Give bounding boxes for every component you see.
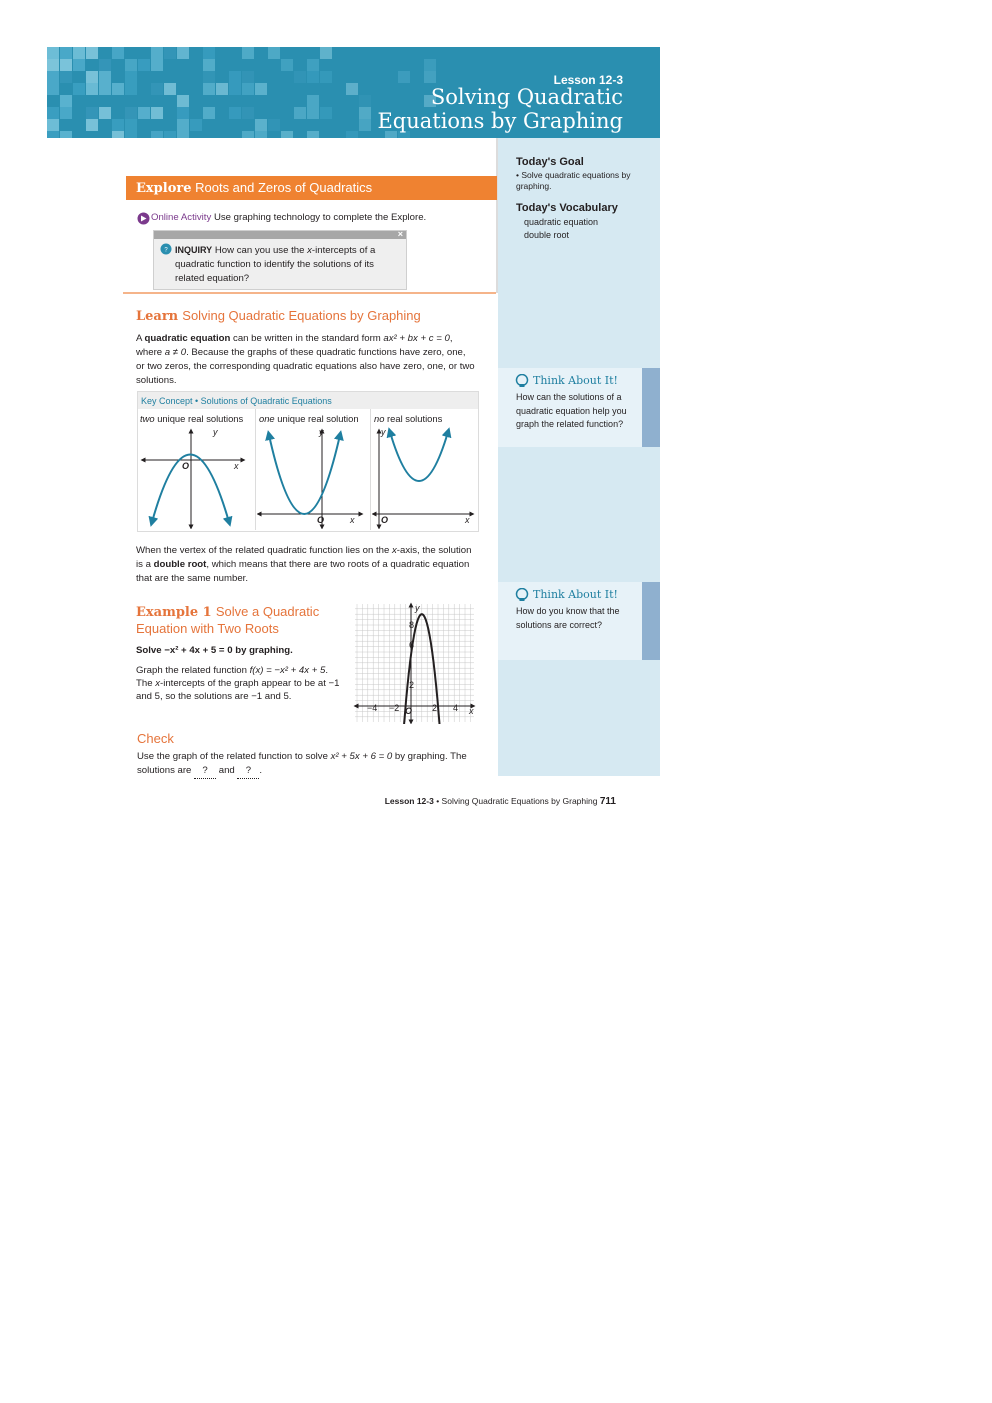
think-about-it-tab-2 <box>642 582 660 660</box>
banner-tile <box>73 83 85 95</box>
banner-tile <box>60 47 72 59</box>
banner-tile <box>99 71 111 83</box>
think-about-it-heading-2: Think About It! <box>533 588 618 601</box>
sidebar <box>498 138 660 776</box>
banner-tile <box>99 83 111 95</box>
banner-tile <box>60 107 72 119</box>
x-axis-label: x <box>465 515 470 525</box>
banner-tile <box>242 83 254 95</box>
inquiry-title-bar <box>154 231 406 239</box>
banner-tile <box>164 83 176 95</box>
banner-tile <box>242 131 254 138</box>
banner-tile <box>86 47 98 59</box>
banner-tile <box>203 47 215 59</box>
banner-tile <box>177 107 189 119</box>
banner-tile <box>320 47 332 59</box>
parabola-curve <box>269 435 340 514</box>
banner-tile <box>138 107 150 119</box>
x-tick-label: 4 <box>453 703 459 713</box>
learn-paragraph-2: When the vertex of the related quadratic function lies on the x-axis, the solution is a double root, which means that there are two roots of a quadratic equation that are the same number. <box>136 545 472 584</box>
todays-goal-item: • Solve quadratic equations by graphing. <box>516 170 631 191</box>
banner-tile <box>99 59 111 71</box>
y-axis-label: y <box>213 427 218 437</box>
banner-tile <box>73 59 85 71</box>
lesson-title-line-2: Equations by Graphing <box>377 109 623 133</box>
think-about-it-tab-1 <box>642 368 660 447</box>
banner-tile <box>307 71 319 83</box>
banner-tile <box>125 83 137 95</box>
todays-goal-heading: Today's Goal <box>516 156 584 168</box>
banner-tile <box>216 83 228 95</box>
online-activity-line: Online Activity Use graphing technology to complete the Explore. <box>151 212 427 223</box>
lesson-title <box>303 85 623 133</box>
banner-tile <box>138 59 150 71</box>
learn-heading: Learn Solving Quadratic Equations by Graphing <box>136 308 421 324</box>
inquiry-icon <box>160 243 172 255</box>
banner-tile <box>47 119 59 131</box>
banner-tile <box>86 71 98 83</box>
banner-tile <box>86 107 98 119</box>
banner-tile <box>125 131 137 138</box>
banner-tile <box>242 47 254 59</box>
lightbulb-icon <box>515 588 529 602</box>
banner-tile <box>229 83 241 95</box>
origin-label: O <box>317 515 325 525</box>
origin-label: O <box>182 461 190 471</box>
banner-tile <box>294 71 306 83</box>
graph-no-solutions <box>372 425 476 529</box>
banner-tile <box>112 119 124 131</box>
key-col-divider <box>370 409 371 530</box>
banner-tile <box>73 47 85 59</box>
banner-tile <box>424 71 436 83</box>
y-axis-label: y <box>381 427 386 437</box>
lesson-banner <box>47 47 660 138</box>
example-heading: Example 1 Solve a Quadratic Equation with Two Roots <box>136 604 320 636</box>
banner-tile <box>268 47 280 59</box>
todays-vocabulary-heading: Today's Vocabulary <box>516 202 618 214</box>
vocab-double-root: double root <box>524 230 570 240</box>
banner-tile <box>164 47 176 59</box>
online-activity-icon <box>137 212 150 225</box>
banner-tile <box>112 47 124 59</box>
banner-tile <box>47 59 59 71</box>
graph-one-solution <box>257 425 369 529</box>
banner-tile <box>60 131 72 138</box>
page-number: 711 <box>599 796 616 807</box>
col-label-no-solutions: no real solutions <box>374 413 443 424</box>
banner-tile <box>125 59 137 71</box>
banner-tile <box>125 119 137 131</box>
example-explanation: Graph the related function f(x) = −x² + 4x + 5. The x-intercepts of the graph appear to be at −1 and 5, so the solutions are −1 and 5. <box>136 665 340 702</box>
banner-tile <box>177 95 189 107</box>
banner-tile <box>255 119 267 131</box>
col-label-two-solutions: two unique real solutions <box>140 413 244 424</box>
banner-tile <box>151 59 163 71</box>
answer-blank-1[interactable]: ? <box>194 764 216 779</box>
banner-tile <box>203 107 215 119</box>
banner-tile <box>47 131 59 138</box>
banner-tile <box>255 83 267 95</box>
answer-blank-2[interactable]: ? <box>237 764 259 779</box>
banner-tile <box>164 131 176 138</box>
key-concept-title: Key Concept • Solutions of Quadratic Equations <box>141 396 332 406</box>
banner-tile <box>203 71 215 83</box>
online-activity-link[interactable]: Online Activity <box>151 212 212 223</box>
x-axis-label: x <box>234 461 239 471</box>
x-axis-label: x <box>469 706 474 716</box>
page-footer: Lesson 12-3 • Solving Quadratic Equations by Graphing 711 <box>384 796 616 807</box>
lightbulb-icon <box>515 374 529 388</box>
col-label-one-solution: one unique real solution <box>259 413 359 424</box>
x-axis-label: x <box>350 515 355 525</box>
banner-tile <box>47 83 59 95</box>
banner-tile <box>125 71 137 83</box>
banner-tile <box>203 83 215 95</box>
check-heading: Check <box>137 731 174 746</box>
inquiry-box <box>153 230 407 290</box>
explore-heading: Explore Roots and Zeros of Quadratics <box>136 180 373 196</box>
banner-tile <box>281 131 293 138</box>
banner-tile <box>60 71 72 83</box>
banner-tile <box>151 131 163 138</box>
origin-label: O <box>381 515 389 525</box>
lesson-title-line-1: Solving Quadratic <box>430 85 623 109</box>
inquiry-text: INQUIRY How can you use the x-intercepts of a quadratic function to identify the solutions of its related equation? <box>175 245 376 284</box>
parabola-curve <box>390 432 448 481</box>
banner-tile <box>125 107 137 119</box>
svg-text:?: ? <box>164 247 168 254</box>
banner-tile <box>320 71 332 83</box>
example-graph <box>353 602 476 724</box>
vocab-quadratic-equation: quadratic equation <box>524 217 599 227</box>
banner-tile <box>86 83 98 95</box>
banner-tile <box>203 59 215 71</box>
banner-tile <box>255 131 267 138</box>
banner-tile <box>229 107 241 119</box>
banner-tile <box>177 131 189 138</box>
banner-tile <box>112 131 124 138</box>
banner-tile <box>60 59 72 71</box>
example-prompt: Solve −x² + 4x + 5 = 0 by graphing. <box>136 645 293 656</box>
y-axis-label: y <box>415 603 420 613</box>
key-col-divider <box>255 409 256 530</box>
banner-tile <box>190 119 202 131</box>
column-divider <box>496 138 498 293</box>
y-tick-label: 6 <box>409 640 415 650</box>
banner-tile <box>177 119 189 131</box>
banner-tile <box>47 47 59 59</box>
banner-tile <box>151 107 163 119</box>
think-about-it-text-2: How do you know that the solutions are correct? <box>516 606 620 630</box>
banner-tile <box>307 59 319 71</box>
banner-tile <box>47 71 59 83</box>
think-about-it-text-1: How can the solutions of a quadratic equation help you graph the related function? <box>516 392 627 429</box>
x-tick-label: 2 <box>432 703 438 713</box>
y-axis-label: y <box>319 427 324 437</box>
banner-tile <box>99 107 111 119</box>
banner-tile <box>229 71 241 83</box>
origin-label: O <box>405 706 413 716</box>
x-tick-label: −4 <box>367 703 378 713</box>
banner-tile <box>242 107 254 119</box>
banner-tile <box>60 95 72 107</box>
banner-tile <box>151 47 163 59</box>
banner-tile <box>47 107 59 119</box>
lesson-number: Lesson 12-3 <box>553 73 623 87</box>
y-tick-label: 2 <box>409 680 415 690</box>
explore-divider <box>123 292 496 294</box>
banner-tile <box>281 59 293 71</box>
learn-paragraph-1: A quadratic equation can be written in the standard form ax² + bx + c = 0, where a ≠ 0. Because the graphs of these quadratic functions have zero, one, or two zeros, the corresponding quadratic equations also have zero, one, or two solutions. <box>136 333 475 386</box>
banner-tile <box>177 47 189 59</box>
banner-tile <box>424 59 436 71</box>
think-about-it-heading-1: Think About It! <box>533 374 618 387</box>
close-icon[interactable]: × <box>397 229 403 239</box>
banner-tile <box>112 83 124 95</box>
banner-tile <box>268 119 280 131</box>
banner-tile <box>242 71 254 83</box>
banner-tile <box>398 71 410 83</box>
banner-tile <box>86 119 98 131</box>
banner-tile <box>151 83 163 95</box>
x-tick-label: −2 <box>389 703 400 713</box>
check-text: Use the graph of the related function to solve x² + 5x + 6 = 0 by graphing. The solutions are ? and ? . <box>137 750 477 779</box>
y-tick-label: 8 <box>409 620 415 630</box>
graph-two-solutions <box>139 425 251 529</box>
